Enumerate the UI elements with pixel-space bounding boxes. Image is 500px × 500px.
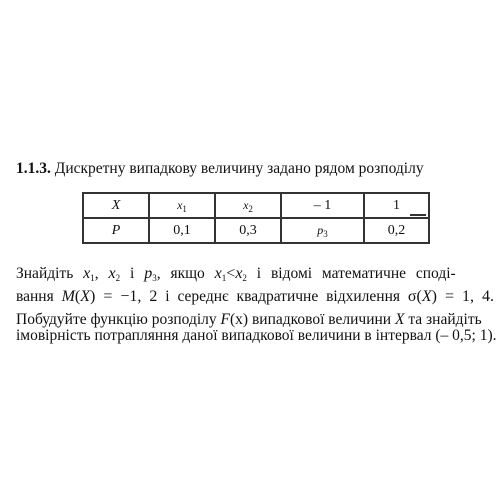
problem-title: Дискретну випадкову величину задано рядом розподілу (50, 160, 424, 177)
problem-heading (16, 160, 486, 178)
distribution-table (82, 192, 430, 244)
table-header-x: X (83, 193, 149, 218)
table-cell-p2: 0,3 (215, 218, 281, 243)
table-cell-x4: 1 (364, 193, 429, 218)
table-row-p (83, 218, 429, 243)
table-cell-p1: 0,1 (149, 218, 215, 243)
table-header-p: P (83, 218, 149, 243)
table-cell-x2: $x_2$ (215, 193, 281, 218)
paragraph-line-2: вання M(X) = −1, 2 і середнє квадратичне відхилення σ(X) = 1, 4. (16, 288, 494, 305)
table-cell-p3: $p_3$ (281, 218, 364, 243)
table-cell-p4: 0,2 (364, 218, 429, 243)
paragraph-line-1: Знайдіть $x_1$, $x_2$ і $p_3$, якщо $x_1<x_2$ і відомі математичне споді- (16, 265, 456, 283)
table-cell-x1: $x_1$ (149, 193, 215, 218)
paragraph-line-4: імовірність потрапляння даної випадкової величини в інтервал (– 0,5; 1). (16, 327, 497, 344)
table-divider-extension (410, 214, 426, 216)
paragraph-line-3: Побудуйте функцію розподілу F(x) випадкової величини X та знайдіть (16, 311, 482, 328)
problem-number: 1.1.3. (16, 160, 51, 177)
table-cell-x3: – 1 (281, 193, 364, 218)
table-row-x (83, 193, 429, 218)
